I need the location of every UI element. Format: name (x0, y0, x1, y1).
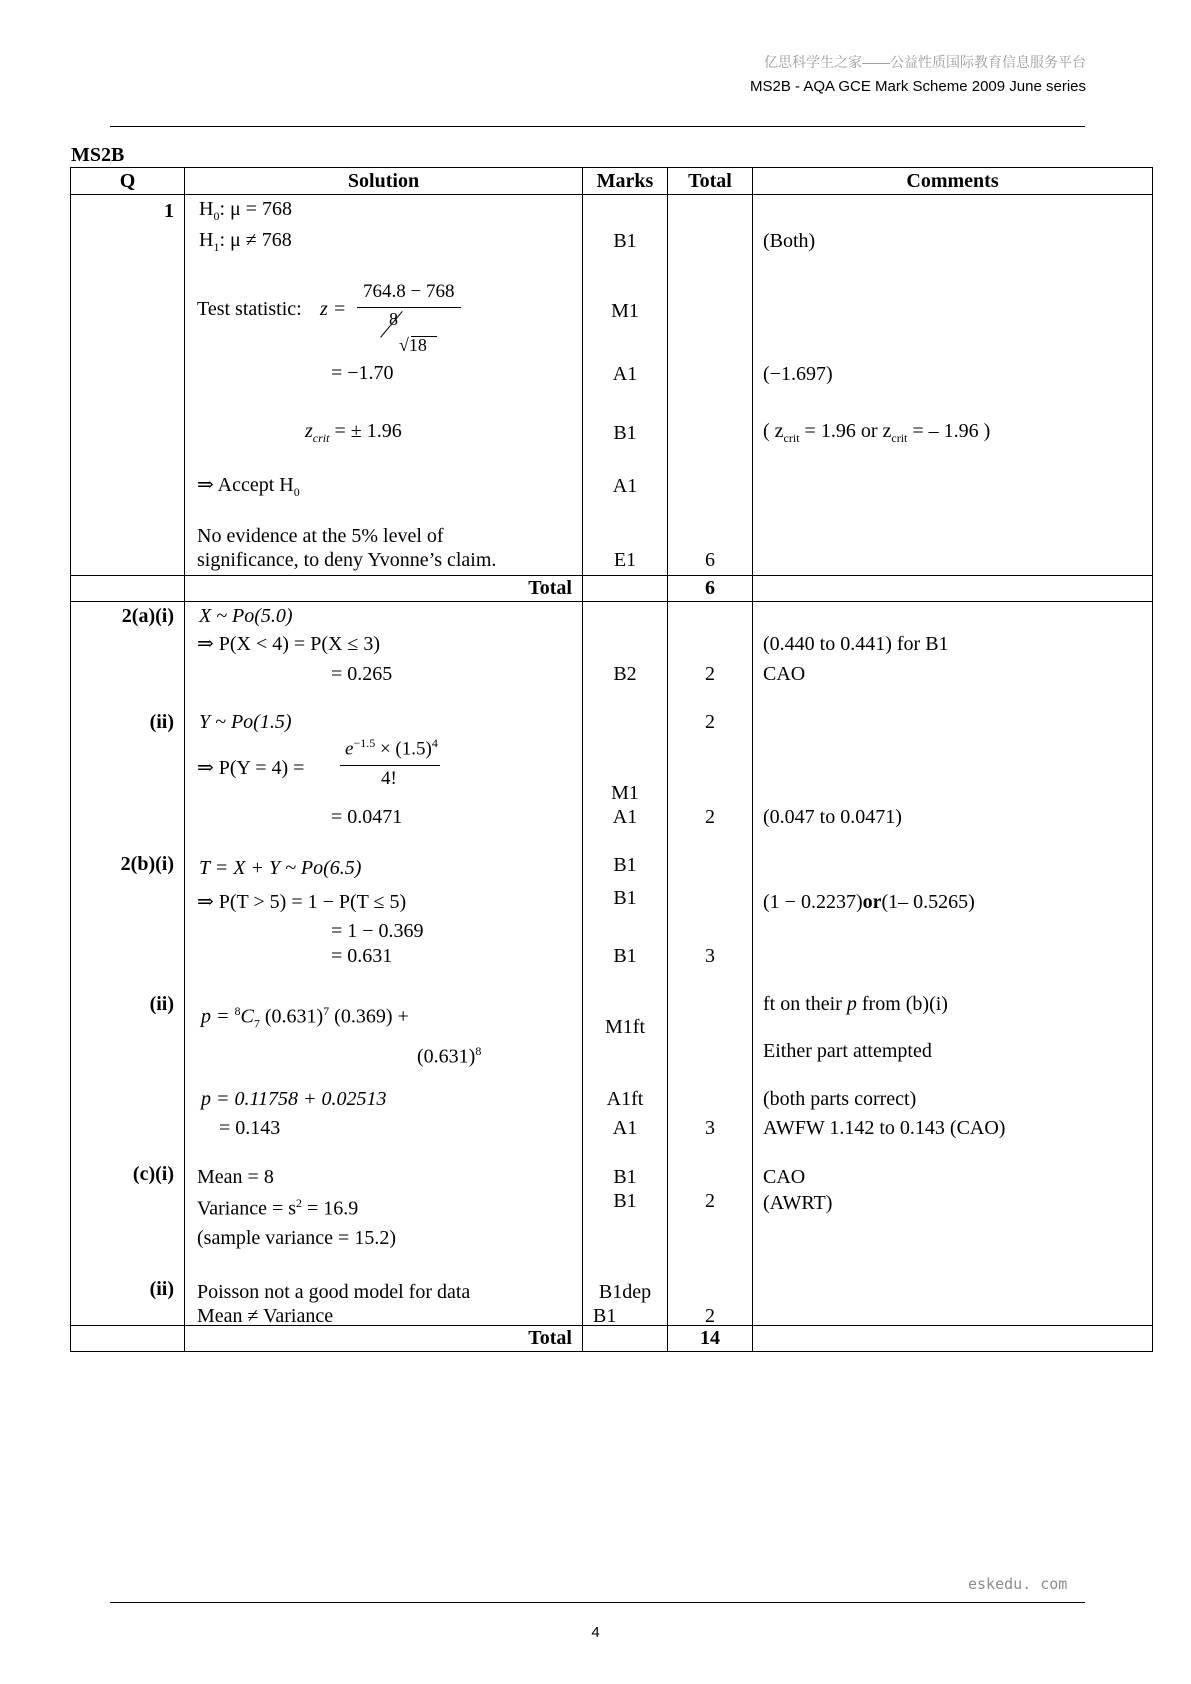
q2-ai-comment-2: CAO (763, 663, 806, 685)
q1-evidence-line-2: significance, to deny Yvonne’s claim. (197, 549, 497, 571)
q1-marks-cell (583, 195, 668, 576)
q2-ai-label: 2(a)(i) (121, 605, 174, 627)
q2-aii-total-upper: 2 (705, 711, 715, 733)
q2-aii-fraction-bar (340, 765, 440, 766)
q2-aii-total: 2 (705, 806, 715, 828)
q2-total-label: Total (185, 1326, 583, 1352)
q2-bi-comment: (1 − 0.2237)or(1– 0.5265) (763, 891, 975, 913)
q2-ci-mark-1: B1 (613, 1166, 637, 1188)
q1-total-value: 6 (668, 576, 753, 602)
q2-bi-mark-3: B1 (613, 945, 637, 967)
q2-ai-total: 2 (705, 663, 715, 685)
q1-total-empty (71, 576, 185, 602)
q2-ai-comment-1: (0.440 to 0.441) for B1 (763, 633, 949, 655)
q1-solution-cell (185, 195, 583, 576)
q2-aii-denominator: 4! (381, 768, 397, 789)
q2-ci-total: 2 (705, 1190, 715, 1212)
q2-label-cell (71, 602, 185, 1326)
q2-cii-total: 2 (705, 1305, 715, 1327)
q2-solution-cell (185, 602, 583, 1326)
q2-total-marks-empty (583, 1326, 668, 1352)
header-q: Q (71, 168, 185, 195)
q1-total-marks-empty (583, 576, 668, 602)
q2-bii-comment-1: ft on their p from (b)(i) (763, 993, 948, 1015)
watermark: eskedu. com (968, 1575, 1068, 1593)
q2-bii-label: (ii) (149, 993, 174, 1015)
q2-ci-line-2: Variance = $s^2 = 16.9$ (197, 1196, 359, 1220)
q1-comment-value: (−1.697) (763, 363, 833, 385)
q1-accept-h0: ⇒ Accept $H_0$ (197, 474, 300, 499)
q2-aii-numerator: $e^{-1.5} \times (1.5)^4$ (345, 736, 438, 760)
question-2-row (71, 602, 1153, 1326)
header-divider (110, 126, 1085, 127)
q1-comments-cell (753, 195, 1153, 576)
q1-evidence-line-1: No evidence at the 5% level of (197, 525, 444, 547)
q1-root-18: √18 (399, 335, 427, 355)
q2-bi-line-4: = 0.631 (331, 945, 393, 967)
q2-bii-mark-a1ft: A1ft (606, 1088, 644, 1110)
q2-bii-line-2: $(0.631)^8$ (417, 1044, 482, 1068)
q2-aii-mark-a1: A1 (612, 806, 638, 828)
q2-bii-mark-m1ft: M1ft (605, 1016, 645, 1038)
q2-aii-mark-m1: M1 (611, 782, 639, 804)
q1-denominator-8: 8 (389, 309, 398, 329)
q2-bi-total: 3 (705, 945, 715, 967)
q2-bi-line-2: ⇒ P(T > 5) = 1 − P(T ≤ 5) (197, 891, 407, 913)
q2-total-row (71, 1326, 1153, 1352)
q2-bi-label: 2(b)(i) (120, 853, 174, 875)
q2-ci-comment-1: CAO (763, 1166, 806, 1188)
q1-z-crit: $z_{crit}$ = ± 1.96 (305, 420, 402, 445)
q2-bi-line-3: = 1 − 0.369 (331, 920, 424, 942)
q2-total-empty (71, 1326, 185, 1352)
q2-aii-comment: (0.047 to 0.0471) (763, 806, 902, 828)
q2-bii-total: 3 (705, 1117, 715, 1139)
q1-mark-a1: A1 (612, 363, 638, 385)
q2-cii-mark-b1dep: B1dep (598, 1281, 652, 1303)
q1-mark-a1-accept: A1 (612, 475, 638, 497)
q2-ci-line-3: (sample variance = 15.2) (197, 1227, 396, 1249)
q1-label: 1 (164, 200, 174, 222)
q2-bi-mark-2: B1 (613, 887, 637, 909)
q2-aii-line-2: ⇒ P(Y = 4) = (197, 757, 305, 779)
q2-ci-comment-2: (AWRT) (763, 1192, 833, 1214)
header-comments: Comments (753, 168, 1153, 195)
mark-scheme-table (70, 167, 1153, 1352)
q2-bi-mark-1: B1 (613, 854, 637, 876)
q1-test-statistic-label: Test statistic: (197, 298, 302, 320)
q1-comment-crit: ( $z_{crit} = 1.96$ or $z_{crit}$ = – 1.96 ) (763, 420, 991, 445)
site-header-line: 亿思科学生之家——公益性质国际教育信息服务平台 (764, 54, 1086, 70)
page-number: 4 (591, 1624, 600, 1641)
q2-ci-label: (c)(i) (132, 1163, 174, 1185)
section-title: MS2B (71, 144, 125, 166)
q1-root-overbar (411, 336, 437, 337)
q1-fraction-bar (357, 307, 461, 308)
q1-mark-m1: M1 (611, 300, 639, 322)
q1-mark-e1: E1 (613, 549, 637, 571)
q2-bii-comment-4: AWFW 1.142 to 0.143 (CAO) (763, 1117, 1006, 1139)
q2-cii-line-1: Poisson not a good model for data (197, 1281, 471, 1303)
q1-z-equals: z = (320, 298, 347, 320)
q2-bii-line-4: = 0.143 (219, 1117, 281, 1139)
q2-aii-line-1: Y ~ Po(1.5) (199, 711, 292, 733)
header-solution: Solution (185, 168, 583, 195)
q2-bii-line-3: p = 0.11758 + 0.02513 (201, 1088, 387, 1110)
footer-divider (110, 1602, 1085, 1603)
q2-total-cell (668, 602, 753, 1326)
q1-total-comments-empty (753, 576, 1153, 602)
q1-numerator: 764.8 − 768 (363, 281, 455, 302)
q2-bii-comment-2: Either part attempted (763, 1040, 932, 1062)
q2-ai-mark: B2 (613, 663, 637, 685)
q2-ai-line-3: = 0.265 (331, 663, 393, 685)
question-1-row (71, 195, 1153, 576)
q2-bii-mark-a1: A1 (612, 1117, 638, 1139)
q1-result: = −1.70 (331, 362, 394, 384)
q1-total: 6 (705, 549, 715, 571)
q2-ai-line-2: ⇒ P(X < 4) = P(X ≤ 3) (197, 633, 381, 655)
q1-h1: $H_1$: μ ≠ 768 (199, 229, 292, 254)
header-marks: Marks (583, 168, 668, 195)
q2-ci-line-1: Mean = 8 (197, 1166, 274, 1188)
q1-total-row (71, 576, 1153, 602)
q2-comments-cell (753, 602, 1153, 1326)
q2-total-value: 14 (668, 1326, 753, 1352)
q1-h0: $H_0$: μ = 768 (199, 198, 293, 223)
q1-comment-both: (Both) (763, 230, 816, 252)
q2-marks-cell (583, 602, 668, 1326)
q1-label-cell (71, 195, 185, 576)
document-header-line: MS2B - AQA GCE Mark Scheme 2009 June series (750, 78, 1086, 95)
q2-cii-label: (ii) (149, 1278, 174, 1300)
q2-ai-line-1: X ~ Po(5.0) (199, 605, 293, 627)
q2-bi-line-1: T = X + Y ~ Po(6.5) (199, 857, 362, 879)
q1-total-label: Total (185, 576, 583, 602)
q2-bii-line-1: $p = ^8C_7$ $(0.631)^7$ (0.369) + (201, 1004, 409, 1031)
q2-cii-mark-b1: B1 (593, 1305, 617, 1327)
q1-mark-b1-crit: B1 (613, 422, 637, 444)
header-total: Total (668, 168, 753, 195)
q1-total-cell (668, 195, 753, 576)
q2-aii-label: (ii) (149, 711, 174, 733)
q2-cii-line-2: Mean ≠ Variance (197, 1305, 334, 1327)
q2-aii-line-3: = 0.0471 (331, 806, 403, 828)
q2-ci-mark-2: B1 (613, 1190, 637, 1212)
q2-bii-comment-3: (both parts correct) (763, 1088, 917, 1110)
table-header-row (71, 168, 1153, 195)
q2-total-comments-empty (753, 1326, 1153, 1352)
q1-mark-b1: B1 (613, 230, 637, 252)
